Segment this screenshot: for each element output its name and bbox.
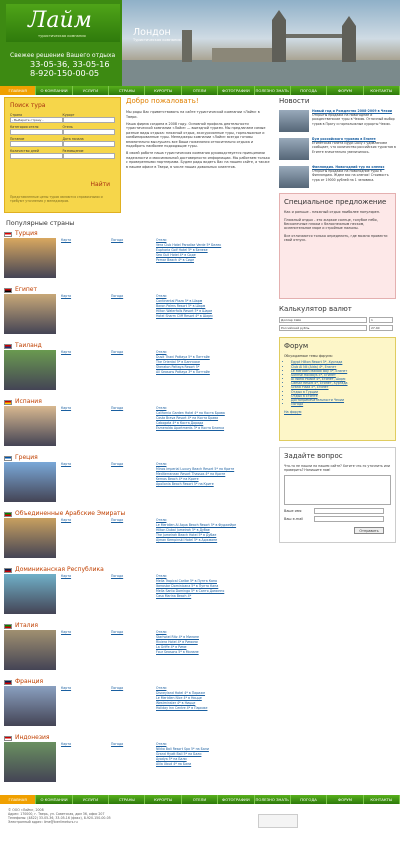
maps-header[interactable]: Карта xyxy=(61,742,72,746)
currency-from-select[interactable]: Доллар США xyxy=(279,317,367,323)
news-text: Открыты продажи на новогодние и рождественские туры в Чехию. Отличный выбор туров в Прагу и горнолыжные курорты Чехии. xyxy=(312,113,395,126)
hotel-link[interactable]: Nikko Bali Resort Spa 5* на Бали xyxy=(156,747,209,751)
country-block xyxy=(4,342,276,398)
hotels-column xyxy=(156,406,276,446)
top-nav xyxy=(0,86,400,95)
slogan: Свежее решение Вашего отдыха xyxy=(10,52,116,59)
footer xyxy=(0,805,400,846)
logo-name: Лайм xyxy=(28,8,92,33)
hotel-link[interactable]: All Seasons Pattaya 3* в Паттайе xyxy=(156,370,210,374)
nav-item[interactable]: ПОГОДА xyxy=(291,86,327,95)
country-title[interactable]: Турция xyxy=(15,230,38,238)
nav-item[interactable]: ФОТОГРАФИИ xyxy=(218,795,254,804)
hotels-header[interactable]: Отели xyxy=(156,574,167,578)
nav-item[interactable]: ГЛАВНАЯ xyxy=(0,795,36,804)
country-name[interactable] xyxy=(4,398,276,406)
country-block xyxy=(4,286,276,342)
weather-header[interactable]: Погода xyxy=(111,238,124,242)
forum-topic[interactable]: • Отдых в Египте xyxy=(291,394,391,398)
forum-topics xyxy=(284,360,391,406)
country-title[interactable]: Италия xyxy=(15,622,39,630)
country-photo xyxy=(4,350,56,390)
hotel-link[interactable]: Sheraton Pattaya Resort 5* xyxy=(156,365,200,369)
currency-calculator xyxy=(279,305,396,331)
search-note: Представленные цены туров являются справочными и требуют уточнения у менеджеров. xyxy=(10,195,103,204)
hotel-link[interactable]: Cabogata 4* в Коста Дорада xyxy=(156,421,204,425)
nav-item[interactable]: СТРАНЫ xyxy=(109,86,145,95)
country-block xyxy=(4,230,276,286)
flag-icon xyxy=(4,624,12,629)
london-skyline xyxy=(122,0,400,86)
nav-item[interactable]: КОНТАКТЫ xyxy=(364,86,400,95)
country-name[interactable] xyxy=(4,342,276,350)
hotel-link[interactable]: Disneyland Hotel 4* в Париже xyxy=(156,691,206,695)
news-image xyxy=(279,138,309,160)
hotel-link[interactable]: Mediterranean Resort Thassos 4* на Крите xyxy=(156,472,226,476)
country-name[interactable] xyxy=(4,622,276,630)
maps-column xyxy=(61,630,111,670)
amount-input[interactable]: 1 xyxy=(369,317,393,323)
maps-column xyxy=(61,574,111,614)
logo-sub: туристическая компания xyxy=(38,34,86,38)
special-title: Специальное предложение xyxy=(284,198,387,207)
flag-icon xyxy=(4,400,12,405)
news-image xyxy=(279,166,309,188)
country-photo xyxy=(4,462,56,502)
news-item xyxy=(279,109,396,133)
search-button[interactable]: Найти xyxy=(90,181,110,188)
country-title[interactable]: Таиланд xyxy=(15,342,42,350)
email-input[interactable] xyxy=(314,516,384,522)
hotels-column xyxy=(156,518,276,558)
hotel-link[interactable]: Pemar Beach 4* в Сиде xyxy=(156,258,195,262)
tour-search xyxy=(4,97,121,213)
weather-header[interactable]: Погода xyxy=(111,686,124,690)
special-offer xyxy=(279,193,396,299)
country-title[interactable]: Объединенные Арабские Эмираты xyxy=(15,510,126,518)
maps-header[interactable]: Карта xyxy=(61,350,72,354)
nav-item[interactable]: ПОЛЕЗНО ЗНАТЬ xyxy=(255,88,289,93)
hotel-link[interactable]: Euphoria Golf Hotel 5* в Белеке xyxy=(156,248,208,252)
forum-topic[interactable]: • Погода xyxy=(291,402,391,406)
maps-column xyxy=(61,518,111,558)
name-label: Ваше имя xyxy=(284,508,302,513)
country-name[interactable] xyxy=(4,510,276,518)
news-list xyxy=(279,109,396,189)
forum-title: Форум xyxy=(284,342,309,351)
nav-item[interactable]: ФОРУМ xyxy=(327,795,363,804)
weather-column xyxy=(111,630,156,670)
weather-header[interactable]: Погода xyxy=(111,462,124,466)
hotel-link[interactable]: Esmeralda Apartments 3* в Коста Бланка xyxy=(156,426,225,430)
weather-header[interactable]: Погода xyxy=(111,742,124,746)
persons-select[interactable] xyxy=(63,153,116,159)
forum-topic[interactable]: • Al Waha Palace 4*, Египет, Шарм xyxy=(291,377,391,381)
hotel-link[interactable]: Minos Imperial Luxury Beach Resort 5* на Крите xyxy=(156,467,235,471)
country-photo xyxy=(4,238,56,278)
forum-box xyxy=(279,337,396,441)
nav-item[interactable]: ПОГОДА xyxy=(291,795,327,804)
country-block xyxy=(4,566,276,622)
forum-link[interactable]: На форум xyxy=(284,410,302,415)
weather-column xyxy=(111,294,156,334)
hotel-link[interactable]: Iberostar Dominicana 5* в Пунта Кана xyxy=(156,584,219,588)
nav-item[interactable]: ГЛАВНАЯ xyxy=(0,86,36,95)
hotel-link[interactable]: Apollonia Beach Resort 5* на Крите xyxy=(156,482,214,486)
country-photo xyxy=(4,742,56,782)
country-block xyxy=(4,622,276,678)
flag-icon xyxy=(4,680,12,685)
maps-header[interactable]: Карта xyxy=(61,686,72,690)
news-text: Египетская газета Egypt Daily с удивлением сообщает, что количество российских туристов в Египте значительно увеличилось. xyxy=(312,141,396,154)
country-title[interactable]: Франция xyxy=(15,678,44,686)
hotel-link[interactable]: Ajman Kempinski Hotel 5* в Аджмане xyxy=(156,538,218,542)
country-label: Страна xyxy=(10,112,23,117)
welcome-title: Добро пожаловать! xyxy=(126,97,199,105)
forum-topic[interactable]: • Egypt Hilton Resort 5*, Хургада xyxy=(291,360,391,364)
weather-column xyxy=(111,518,156,558)
hotel-link[interactable]: Kernos Beach 4* на Крите xyxy=(156,477,199,481)
special-p3: Все отличаются только определить, где можно провести свой отпуск. xyxy=(284,233,388,243)
nav-item[interactable]: ПОЛЕЗНО ЗНАТЬ xyxy=(255,797,289,802)
weather-column xyxy=(111,238,156,278)
hotels-column xyxy=(156,742,276,782)
maps-header[interactable]: Карта xyxy=(61,238,72,242)
ask-title: Задайте вопрос xyxy=(284,452,343,461)
nav-item[interactable]: КУРОРТЫ xyxy=(145,795,181,804)
footer-email: Электронный адрес: lime@tverlimeturs.ru xyxy=(8,820,78,825)
city-title: Лондон xyxy=(133,27,171,38)
country-photo xyxy=(4,574,56,614)
forum-topic[interactable]: • Club Al Nil (Aida) 4*, Египет xyxy=(291,365,391,369)
news-headline[interactable]: Финляндия. Новогодний тур на оленях xyxy=(312,165,385,170)
phone-2: 8-920-150-00-05 xyxy=(30,67,100,78)
nav-item[interactable]: ФОРУМ xyxy=(327,86,363,95)
maps-column xyxy=(61,686,111,726)
country-photo xyxy=(4,518,56,558)
hotels-header[interactable]: Отели xyxy=(156,238,167,242)
nav-item[interactable]: ФОТОГРАФИИ xyxy=(218,86,254,95)
country-name[interactable] xyxy=(4,286,276,294)
maps-column xyxy=(61,462,111,502)
hotel-link[interactable]: The Oriental 5* в Бангкоке xyxy=(156,360,200,364)
persons-label: Размещение xyxy=(62,149,84,154)
maps-header[interactable]: Карта xyxy=(61,406,72,410)
date-select[interactable] xyxy=(63,141,116,147)
forum-topic[interactable]: • Достопримечательности Чехии xyxy=(291,398,391,402)
news-item xyxy=(279,165,396,189)
hotel-link[interactable]: The Jumeirah Beach Hotel 5* в Дубае xyxy=(156,533,217,537)
footer-phones: Телефоны: (4822) 33-05-36, 33-05-16 (факс), 8-920-150-00-05 xyxy=(8,816,111,821)
city-subtitle: Туристическая компания xyxy=(133,38,181,42)
country-name[interactable] xyxy=(4,566,276,574)
country-title[interactable]: Испания xyxy=(15,398,42,406)
right-column xyxy=(279,97,396,543)
country-block xyxy=(4,678,276,734)
hotel-link[interactable]: Hilton Waterfalls Resort 5* в Шарм xyxy=(156,309,212,313)
hotel-link[interactable]: Ayodya 5* на Бали xyxy=(156,757,187,761)
country-block xyxy=(4,510,276,566)
news-headline[interactable]: Новый год и Рождество 2008-2009 в Чехии xyxy=(312,109,393,114)
maps-column xyxy=(61,350,111,390)
hotel-link[interactable]: Holiday Inn Centre 4* в Париже xyxy=(156,706,208,710)
forum-topic[interactable]: • Grand Plaza 5*, Египет xyxy=(291,385,391,389)
hotel-link[interactable]: Le Meridien Al Aqua Beach Resort 5* в Фуджейре xyxy=(156,523,237,527)
resort-select[interactable] xyxy=(63,117,116,123)
food-label: Питание xyxy=(10,137,25,142)
hotel-link[interactable]: Melia Tropical Caribe 5* в Пунта Кана xyxy=(156,579,217,583)
maps-header[interactable]: Карта xyxy=(61,462,72,466)
weather-column xyxy=(111,406,156,446)
header xyxy=(0,0,400,86)
country-block xyxy=(4,734,276,790)
flag-icon xyxy=(4,344,12,349)
footer-copy: © ООО «Лайм», 2008 xyxy=(8,808,44,812)
hotels-column xyxy=(156,238,276,278)
flag-icon xyxy=(4,736,12,741)
flag-icon xyxy=(4,232,12,237)
category-select[interactable] xyxy=(10,129,63,135)
nav-item[interactable]: УСЛУГИ xyxy=(73,795,109,804)
hotel-link[interactable]: Four Seasons 5* в Милане xyxy=(156,650,199,654)
food-select[interactable] xyxy=(10,141,63,147)
hotel-link[interactable]: Hotel Sharm Cliff Resort 4* в Шарм xyxy=(156,314,213,318)
welcome-p1: Мы рады Вас приветствовать на сайте туристической компании «Лайм» в Твери. xyxy=(126,110,260,119)
country-title[interactable]: Доминиканская Республика xyxy=(15,566,104,574)
nav-item[interactable]: ОТЕЛИ xyxy=(182,795,218,804)
nav-item[interactable]: ОТЕЛИ xyxy=(182,86,218,95)
country-photo xyxy=(4,294,56,334)
question-textarea[interactable] xyxy=(284,475,391,505)
hotel-link[interactable]: Westminster 4* в Ницце xyxy=(156,701,196,705)
country-name[interactable] xyxy=(4,678,276,686)
logo[interactable] xyxy=(6,4,120,42)
maps-column xyxy=(61,406,111,446)
countries-list xyxy=(4,230,276,790)
country-title[interactable]: Греция xyxy=(15,454,38,462)
hotels-header[interactable]: Отели xyxy=(156,294,167,298)
hotels-header[interactable]: Отели xyxy=(156,630,167,634)
news-headline[interactable]: Бум российского туризма в Египте xyxy=(312,137,376,142)
currency-to-select[interactable]: Российский рубль xyxy=(279,325,367,331)
header-photo xyxy=(122,0,400,86)
country-name[interactable] xyxy=(4,734,276,742)
country-title[interactable]: Египет xyxy=(15,286,37,294)
nav-item[interactable]: О КОМПАНИИ xyxy=(36,795,72,804)
maps-header[interactable]: Карта xyxy=(61,294,72,298)
category-label: Категория отеля xyxy=(10,124,39,129)
hotels-column xyxy=(156,350,276,390)
hotel-label: Отель xyxy=(62,124,73,129)
send-button[interactable]: Отправить xyxy=(354,527,384,534)
ask-question-form xyxy=(279,447,396,543)
result-field: 27.40 xyxy=(369,325,393,331)
hotel-link[interactable]: Baron Palms Resort 5* в Шарм xyxy=(156,304,206,308)
phone-1: 33-05-36, 33-05-16 xyxy=(30,59,110,69)
weather-header[interactable]: Погода xyxy=(111,406,124,410)
hotels-header[interactable]: Отели xyxy=(156,406,167,410)
news-item xyxy=(279,137,396,161)
nav-item[interactable]: О КОМПАНИИ xyxy=(36,86,72,95)
left-column xyxy=(4,97,121,231)
hotels-column xyxy=(156,294,276,334)
hotel-link[interactable]: Grand Hyatt Bali 5* на Бали xyxy=(156,752,202,756)
hotel-link[interactable]: Vera Club Hotel Paradise Verde 5* Белек xyxy=(156,243,222,247)
flag-icon xyxy=(4,288,12,293)
special-p1: Как и раньше - пляжный отдых наиболее популярен. xyxy=(284,210,381,215)
nights-select[interactable] xyxy=(10,153,63,159)
country-block xyxy=(4,454,276,510)
country-photo xyxy=(4,686,56,726)
maps-column xyxy=(61,742,111,782)
resort-label: Курорт xyxy=(62,112,75,117)
hotels-header[interactable]: Отели xyxy=(156,518,167,522)
hotel-link[interactable]: Melia Santo Domingo 5* в Санто Доминго xyxy=(156,589,225,593)
maps-header[interactable]: Карта xyxy=(61,630,72,634)
hotels-header[interactable]: Отели xyxy=(156,462,167,466)
search-title: Поиск тура xyxy=(10,102,46,109)
hotel-link[interactable]: Casa Marina Beach 4* xyxy=(156,594,192,598)
hotel-link[interactable]: Dusit Thani Pattaya 5* в Паттайе xyxy=(156,355,210,359)
country-photo xyxy=(4,630,56,670)
welcome-p3: В своей работе наша туристическая компания руководствуется принципами надежности и максимальной достоверности информации. Мы работаем только с проверенными партнерами. Будем рады видеть Вас на нашем сайте, а также в нашем офисе в Твери, в числе наших довольных клиентов. xyxy=(126,151,270,169)
country-title[interactable]: Индонезия xyxy=(15,734,50,742)
weather-header[interactable]: Погода xyxy=(111,350,124,354)
weather-header[interactable]: Погода xyxy=(111,630,124,634)
hotels-header[interactable]: Отели xyxy=(156,350,167,354)
name-input[interactable] xyxy=(314,508,384,514)
weather-column xyxy=(111,574,156,614)
flag-icon xyxy=(4,512,12,517)
hotel-link[interactable]: Continental Plaza 5* в Шарм xyxy=(156,299,203,303)
weather-column xyxy=(111,686,156,726)
hotels-column xyxy=(156,574,276,614)
footer-address: Адрес: 170000, г. Тверь, ул. Советская, дом 36, офис 207 xyxy=(8,812,105,817)
news-image xyxy=(279,110,309,132)
forum-topic[interactable]: • Отдых в Турции xyxy=(291,390,391,394)
special-p2: Пляжный отдых - это жаркое солнце, голубое небо, бесконечные пляжи с белоснежным песком, ослепительное море и стройные пальмы. xyxy=(284,217,378,231)
nav-item[interactable]: КУРОРТЫ xyxy=(145,86,181,95)
welcome-section xyxy=(126,97,271,172)
hotel-link[interactable]: Hilton Dubai Jumeirah 5* в Дубае xyxy=(156,528,210,532)
hotel-link[interactable]: Sea Gull Hotel 4* в Сиде xyxy=(156,253,196,257)
hotel-link[interactable]: Starhotel Ritz 4* в Милане xyxy=(156,635,199,639)
hotel-link[interactable]: Costa Brava Resort 4* на Коста Брава xyxy=(156,416,219,420)
forum-topic[interactable]: • Le Meridien Makadi Bay 5*, Египет xyxy=(291,369,391,373)
country-block xyxy=(4,398,276,454)
weather-header[interactable]: Погода xyxy=(111,294,124,298)
welcome-p2: Наша фирма создана в 2008 году. Основной профиль деятельности туристической компании «Лайм» — выездной туризм. Мы предлагаем самые разные виды отдыха: пляжный отдых, экскурсионные туры, горнолыжные и комбинированные туры. Менеджеры компании «Лайм» всегда готовы внимательно выслушать все Ваши пожелания относительно отдыха и подобрать наиболее подходящие туры. xyxy=(126,121,266,149)
phones xyxy=(30,60,110,77)
hotels-column xyxy=(156,462,276,502)
country-name[interactable] xyxy=(4,230,276,238)
news-text: Открыты продажи на Новогодние туры в Финляндию. Ждем вас на оленях! Стоимость тура от 19000 рублей на 1 человека. xyxy=(312,169,389,182)
maps-column xyxy=(61,294,111,334)
hotel-link[interactable]: Le Meridien Nice 4* в Ницце xyxy=(156,696,202,700)
maps-column xyxy=(61,238,111,278)
weather-column xyxy=(111,742,156,782)
hotels-column xyxy=(156,630,276,670)
flag-icon xyxy=(4,568,12,573)
nights-label: Количество дней xyxy=(10,149,39,154)
hotel-link[interactable]: Alila Ubud 4* на Бали xyxy=(156,762,192,766)
weather-header[interactable]: Погода xyxy=(111,574,124,578)
nav-item[interactable]: КОНТАКТЫ xyxy=(364,795,400,804)
forum-topic[interactable]: • Sunrise Holidays 5*, Египет xyxy=(291,373,391,377)
nav-item[interactable]: УСЛУГИ xyxy=(73,86,109,95)
maps-header[interactable]: Карта xyxy=(61,574,72,578)
hotel-link[interactable]: Riviera Hotel 4* в Римини xyxy=(156,640,198,644)
hotel-select[interactable] xyxy=(63,129,116,135)
hotels-column xyxy=(156,686,276,726)
email-label: Ваш e-mail xyxy=(284,516,304,521)
weather-column xyxy=(111,462,156,502)
country-name[interactable] xyxy=(4,454,276,462)
forum-subtitle: Обсуждаемые темы форума: xyxy=(284,354,333,359)
country-photo xyxy=(4,406,56,446)
counter-badge[interactable] xyxy=(258,814,298,828)
bottom-nav xyxy=(0,795,400,804)
hotel-link[interactable]: La Griffe 4* в Риме xyxy=(156,645,187,649)
calc-title: Калькулятор валют xyxy=(279,305,352,314)
date-label: Дата начала xyxy=(62,137,84,142)
news-title: Новости xyxy=(279,97,310,105)
country-select[interactable]: - Выберите страну - xyxy=(10,117,63,123)
weather-header[interactable]: Погода xyxy=(111,518,124,522)
flag-icon xyxy=(4,456,12,461)
forum-topic[interactable]: • Caesar Resort 4*, Египет, Хургада xyxy=(291,381,391,385)
nav-item[interactable]: СТРАНЫ xyxy=(109,795,145,804)
weather-column xyxy=(111,350,156,390)
hotels-header[interactable]: Отели xyxy=(156,742,167,746)
hotels-header[interactable]: Отели xyxy=(156,686,167,690)
popular-title: Популярные страны xyxy=(6,219,75,227)
ask-text: Что-то не нашли на нашем сайте? Хотите что-то уточнить или проверить? Напишите нам! xyxy=(284,464,390,473)
hotel-link[interactable]: California Garden Hotel 4* на Коста Брава xyxy=(156,411,225,415)
maps-header[interactable]: Карта xyxy=(61,518,72,522)
